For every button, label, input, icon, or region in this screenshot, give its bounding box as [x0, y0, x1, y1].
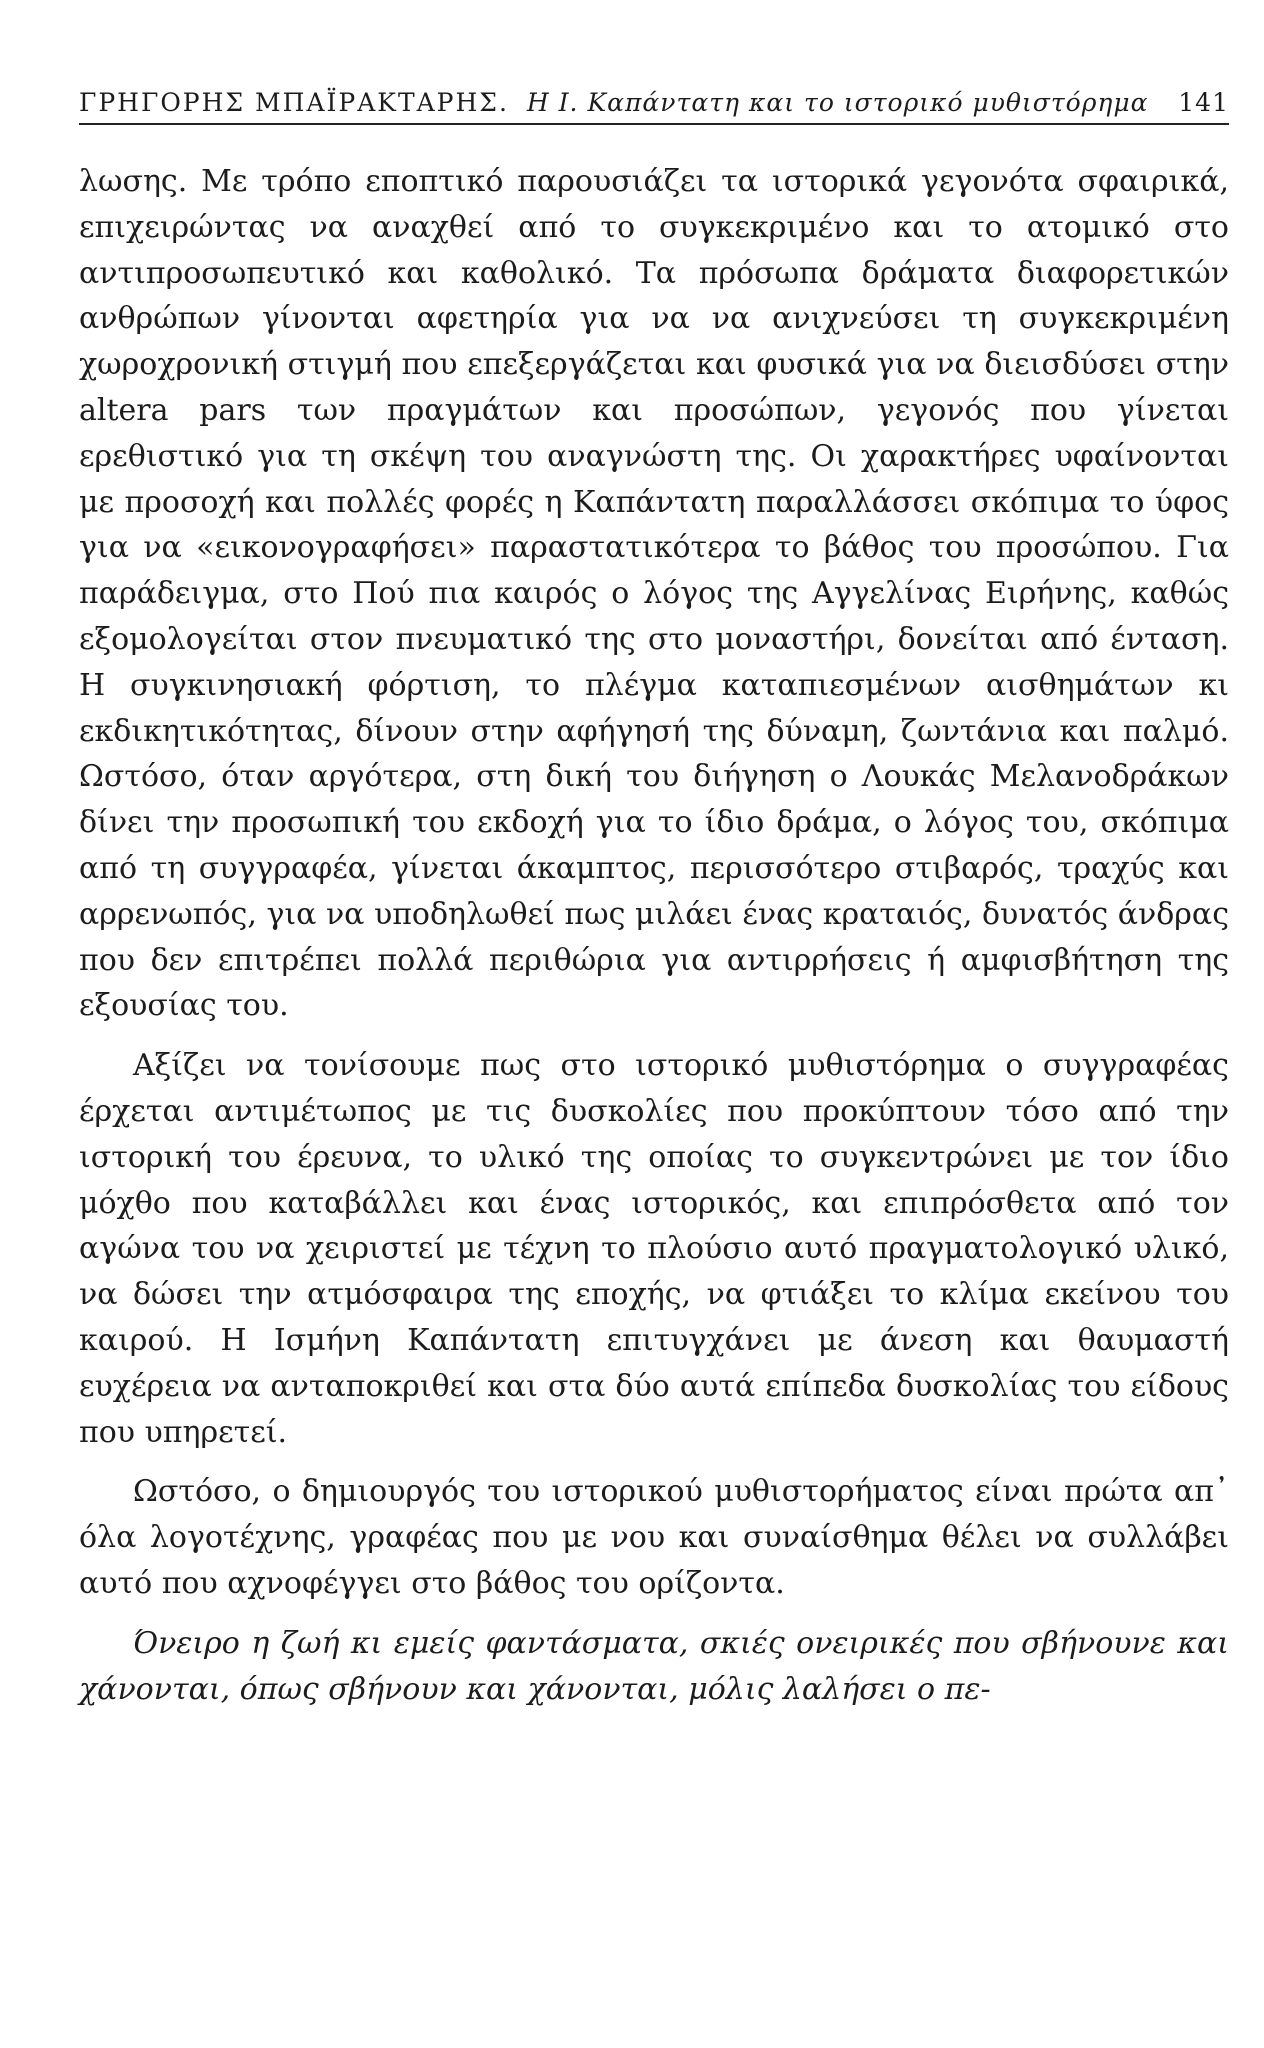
book-page — [79, 88, 1229, 1712]
body-text — [79, 159, 1229, 1712]
paragraph-3: Ωστόσο, ο δημιουργός του ιστορικού μυθιστορήματος είναι πρώτα απ᾽ όλα λογοτέχνης, γραφέας που με νου και συναίσθημα θέλει να συλλάβει αυτό που αχνοφέγγει στο βάθος του ορίζοντα. — [79, 1474, 1229, 1601]
paragraph-2: Αξίζει να τονίσουμε πως στο ιστορικό μυθιστόρημα ο συγγραφέας έρχεται αντιμέτωπος με τις δυσκολίες που προκύπτουν τόσο από την ιστορική του έρευνα, το υλικό της οποίας το συγκεντρώνει με τον ίδιο μόχθο που καταβάλλει και ένας ιστορικός, και επιπρόσθετα από τον αγώνα του να χειριστεί με τέχνη το πλούσιο αυτό πραγματολογικό υλικό, να δώσει την ατμόσφαιρα της εποχής, να φτιάξει το κλίμα εκείνου του καιρού. Η Ισμήνη Καπάντατη επιτυγχάνει με άνεση και θαυμαστή ευχέρεια να ανταποκριθεί και στα δύο αυτά επίπεδα δυσκολίας του είδους που υπηρετεί. — [79, 1048, 1229, 1450]
poem-quote: Όνειρο η ζωή κι εμείς φαντάσματα, σκιές ονειρικές που σβήνουνε και χάνονται, όπως σβήνουν και χάνονται, μόλις λαλήσει ο πε- — [79, 1625, 1229, 1707]
running-header — [79, 88, 1229, 125]
header-title: Η Ι. Καπάντατη και το ιστορικό μυθιστόρημα — [526, 88, 1149, 117]
paragraph-1: λωσης. Με τρόπο εποπτικό παρουσιάζει τα ιστορικά γεγονότα σφαιρικά, επιχειρώντας να αναχθεί από το συγκεκριμένο και το ατομικό στο αντιπροσωπευτικό και καθολικό. Τα πρόσωπα δράματα διαφορετικών ανθρώπων γίνονται αφετηρία για να να ανιχνεύσει τη συγκεκριμένη χωροχρονική στιγμή που επεξεργάζεται και φυσικά για να διεισδύσει στην altera pars των πραγμάτων και προσώπων, γεγονός που γίνεται ερεθιστικό για τη σκέψη του αναγνώστη της. Οι χαρακτήρες υφαίνονται με προσοχή και πολλές φορές η Καπάντατη παραλλάσσει σκόπιμα το ύφος για να «εικονογραφήσει» παραστατικότερα το βάθος του προσώπου. Για παράδειγμα, στο Πού πια καιρός ο λόγος της Αγγελίνας Ειρήνης, καθώς εξομολογείται στον πνευματικό της στο μοναστήρι, δονείται από ένταση. Η συγκινησιακή φόρτιση, το πλέγμα καταπιεσμένων αισθημάτων κι εκδικητικότητας, δίνουν στην αφήγησή της δύναμη, ζωντάνια και παλμό. Ωστόσο, όταν αργότερα, στη δική του διήγηση ο Λουκάς Μελανοδράκων δίνει την προσωπική του εκδοχή για το ίδιο δράμα, ο λόγος του, σκόπιμα από τη συγγραφέα, γίνεται άκαμπτος, περισσότερο στιβαρός, τραχύς και αρρενωπός, για να υποδηλωθεί πως μιλάει ένας κραταιός, δυνατός άνδρας που δεν επιτρέπει πολλά περιθώρια για αντιρρήσεις ή αμφισβήτηση της εξουσίας του. — [79, 164, 1229, 1024]
page-number: 141 — [1178, 88, 1229, 117]
header-author: ΓΡΗΓΟΡΗΣ ΜΠΑΪΡΑΚΤΑΡΗΣ. — [79, 88, 509, 117]
